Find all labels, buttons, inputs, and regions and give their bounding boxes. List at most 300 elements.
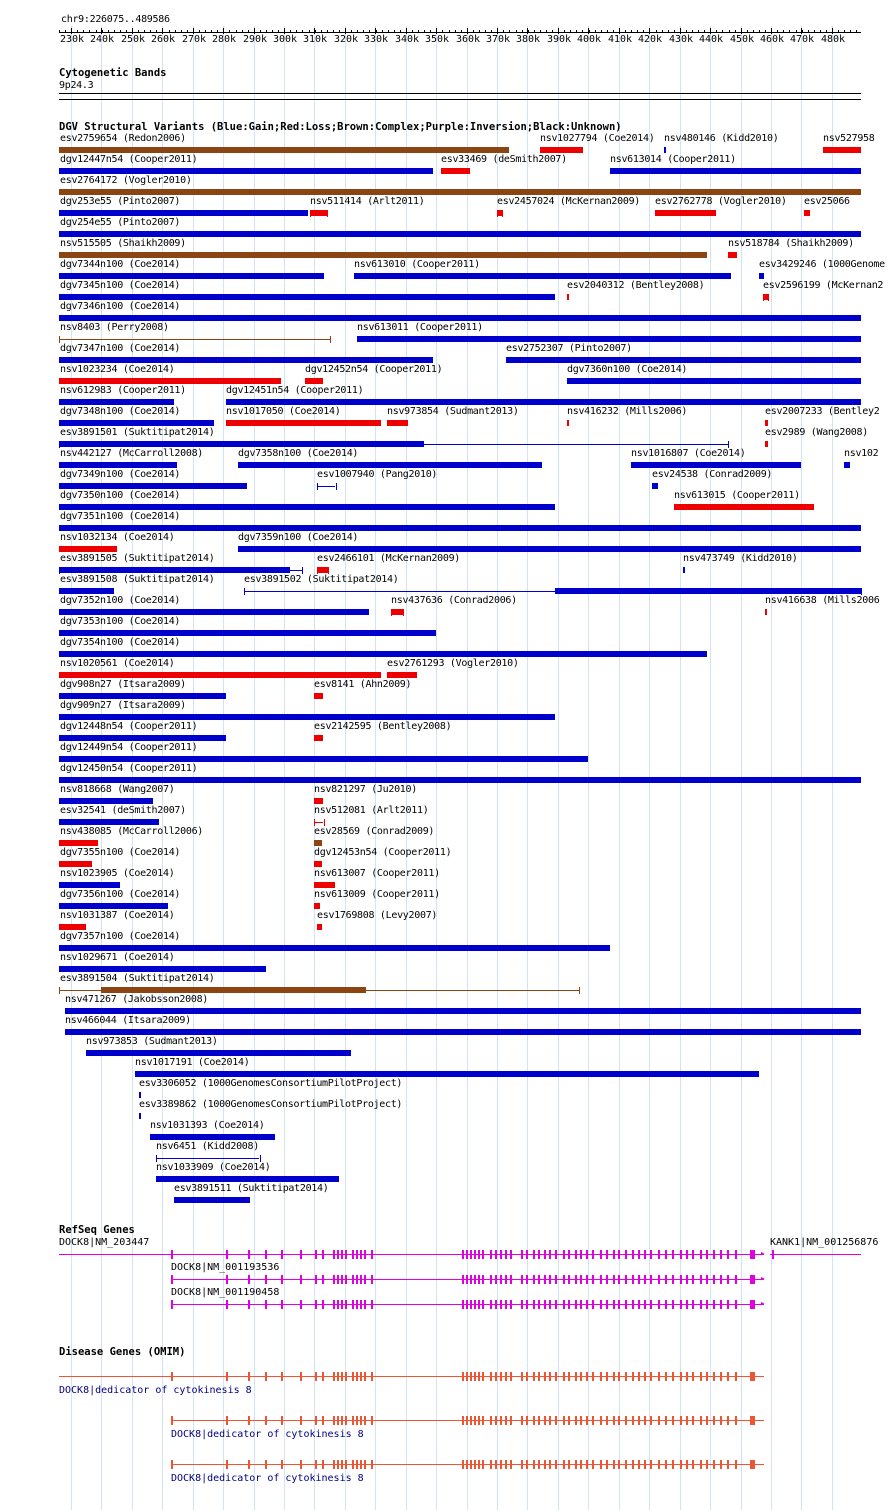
grid-line	[375, 26, 376, 1510]
omim-gene-exon	[606, 1460, 608, 1469]
refseq-gene-exon	[632, 1300, 634, 1309]
omim-gene-exon	[171, 1416, 173, 1425]
dgv-variant-bar	[59, 609, 369, 615]
ruler-minor-tick	[662, 30, 663, 33]
refseq-gene-exon	[364, 1250, 366, 1259]
omim-gene-exon	[644, 1460, 646, 1469]
dgv-item-label: esv3306052 (1000GenomesConsortiumPilotProject)	[139, 1078, 403, 1089]
refseq-gene-exon	[555, 1300, 557, 1309]
dgv-item-label: esv2596199 (McKernan2	[763, 280, 884, 291]
ruler-minor-tick	[144, 30, 145, 33]
refseq-gene-exon	[750, 1275, 755, 1284]
omim-gene-exon	[356, 1460, 358, 1469]
omim-gene-exon	[555, 1416, 557, 1425]
omim-gene-exon	[226, 1460, 228, 1469]
ruler-minor-tick	[722, 30, 723, 33]
omim-gene-exon	[644, 1372, 646, 1381]
kank1-gene-line	[770, 1254, 861, 1255]
dgv-variant-bar	[150, 1134, 275, 1140]
position-label: chr9:226075..489586	[61, 14, 170, 25]
dgv-item-label: nsv1033909 (Coe2014)	[156, 1162, 271, 1173]
ruler-minor-tick	[698, 30, 699, 33]
dgv-variant-bar	[59, 672, 381, 678]
omim-gene-exon	[360, 1460, 362, 1469]
omim-gene-exon	[706, 1372, 708, 1381]
dgv-variant-bar	[357, 336, 861, 342]
dgv-item-label: esv3891505 (Suktitipat2014)	[60, 553, 215, 564]
omim-gene-exon	[371, 1460, 373, 1469]
ruler-minor-tick	[491, 30, 492, 33]
refseq-gene-exon	[533, 1250, 535, 1259]
dgv-variant-bar	[540, 147, 583, 153]
ruler-minor-tick	[607, 30, 608, 33]
dgv-item-label: esv2457024 (McKernan2009)	[497, 196, 641, 207]
refseq-gene-exon	[500, 1275, 502, 1284]
ruler-minor-tick	[138, 30, 139, 33]
omim-gene-exon	[526, 1460, 528, 1469]
dgv-variant-end	[260, 1155, 261, 1162]
dgv-variant-end	[327, 210, 328, 217]
dgv-item-label: esv1769808 (Levy2007)	[317, 910, 438, 921]
refseq-gene-exon	[265, 1300, 267, 1309]
omim-gene-exon	[345, 1460, 347, 1469]
ruler-minor-tick	[643, 30, 644, 33]
grid-line	[284, 26, 285, 1510]
ruler-minor-tick	[175, 30, 176, 33]
dgv-variant-bar	[59, 378, 281, 384]
omim-gene-exon	[495, 1460, 497, 1469]
ruler-tick-label: 310k	[303, 34, 328, 45]
refseq-gene-exon	[171, 1250, 173, 1259]
ruler-minor-tick	[357, 30, 358, 33]
dgv-item-label: dgv254e55 (Pinto2007)	[60, 217, 181, 228]
refseq-gene-exon	[281, 1250, 283, 1259]
omim-gene-exon	[462, 1372, 464, 1381]
omim-gene-exon	[580, 1372, 582, 1381]
refseq-gene-exon	[526, 1300, 528, 1309]
omim-gene-exon	[356, 1372, 358, 1381]
refseq-gene-exon	[248, 1275, 250, 1284]
refseq-gene-exon	[333, 1300, 335, 1309]
omim-gene-exon	[638, 1460, 640, 1469]
refseq-gene-exon	[352, 1250, 354, 1259]
dgv-variant-end	[314, 819, 315, 826]
ruler-minor-tick	[747, 30, 748, 33]
ruler-tick-label: 300k	[273, 34, 298, 45]
dgv-item-label: esv2764172 (Vogler2010)	[60, 175, 192, 186]
omim-gene-exon	[600, 1460, 602, 1469]
omim-gene-exon	[613, 1416, 615, 1425]
refseq-gene-exon	[549, 1275, 551, 1284]
dgv-item-label: nsv515505 (Shaikh2009)	[60, 238, 186, 249]
dgv-item-label: nsv1032134 (Coe2014)	[60, 532, 175, 543]
ruler-minor-tick	[570, 30, 571, 33]
refseq-gene-exon	[750, 1250, 755, 1259]
omim-gene-exon	[700, 1372, 702, 1381]
ruler-minor-tick	[479, 30, 480, 33]
refseq-gene-exon	[322, 1250, 324, 1259]
ruler-minor-tick	[856, 30, 857, 33]
dgv-variant-bar	[844, 462, 850, 468]
omim-gene-exon	[500, 1416, 502, 1425]
ruler-minor-tick	[637, 30, 638, 33]
omim-gene-exon	[665, 1372, 667, 1381]
dgv-item-label: dgv7350n100 (Coe2014)	[60, 490, 181, 501]
dgv-variant-bar	[59, 903, 168, 909]
dgv-item-label: esv2007233 (Bentley2	[765, 406, 880, 417]
dgv-variant-bar	[664, 147, 666, 153]
dgv-variant-bar	[59, 168, 433, 174]
omim-gene-exon	[563, 1460, 565, 1469]
dgv-variant-bar	[610, 168, 861, 174]
dgv-variant-bar	[59, 546, 117, 552]
omim-gene-exon	[686, 1372, 688, 1381]
dgv-item-label: nsv1029671 (Coe2014)	[60, 952, 175, 963]
dgv-variant-bar	[59, 252, 707, 258]
ruler-minor-tick	[223, 30, 224, 33]
omim-gene-exon	[538, 1416, 540, 1425]
omim-gene-exon	[333, 1460, 335, 1469]
ruler-tick-label: 400k	[577, 34, 602, 45]
ruler-minor-tick	[692, 30, 693, 33]
omim-gene-exon	[680, 1460, 682, 1469]
refseq-gene-exon	[533, 1300, 535, 1309]
dgv-variant-end	[763, 294, 764, 301]
omim-gene-exon	[315, 1372, 317, 1381]
ruler-minor-tick	[613, 30, 614, 33]
omim-gene-exon	[352, 1460, 354, 1469]
refseq-gene-exon	[322, 1300, 324, 1309]
omim-gene-exon	[650, 1372, 652, 1381]
omim-gene-exon	[618, 1460, 620, 1469]
ruler-minor-tick	[649, 30, 650, 33]
dgv-variant-bar	[310, 210, 327, 216]
omim-gene-exon	[720, 1460, 722, 1469]
omim-gene-exon	[371, 1372, 373, 1381]
ruler-tick-label: 390k	[547, 34, 572, 45]
omim-gene-exon	[364, 1372, 366, 1381]
ruler-minor-tick	[89, 30, 90, 33]
grid-line	[314, 26, 315, 1510]
ruler-tick-label: 420k	[638, 34, 663, 45]
omim-gene-label: DOCK8|dedicator of cytokinesis 8	[59, 1385, 252, 1396]
omim-gene-exon	[720, 1416, 722, 1425]
dgv-variant-bar	[59, 714, 555, 720]
ruler-minor-tick	[802, 30, 803, 33]
omim-gene-exon	[592, 1416, 594, 1425]
refseq-gene-exon	[470, 1250, 472, 1259]
dgv-item-label: nsv613010 (Cooper2011)	[354, 259, 480, 270]
omim-gene-exon	[505, 1416, 507, 1425]
dgv-item-label: dgv7346n100 (Coe2014)	[60, 301, 181, 312]
ruler-minor-tick	[388, 30, 389, 33]
dgv-item-label: nsv471267 (Jakobsson2008)	[65, 994, 209, 1005]
dgv-item-label: esv3389862 (1000GenomesConsortiumPilotProject)	[139, 1099, 403, 1110]
ruler-minor-tick	[394, 30, 395, 33]
refseq-gene-exon	[549, 1250, 551, 1259]
ruler-minor-tick	[284, 30, 285, 33]
refseq-gene-exon	[618, 1250, 620, 1259]
refseq-gene-exon	[672, 1250, 674, 1259]
refseq-gene-exon	[226, 1250, 228, 1259]
omim-gene-exon	[505, 1372, 507, 1381]
dgv-item-label: esv1007940 (Pang2010)	[317, 469, 438, 480]
refseq-gene-exon	[613, 1300, 615, 1309]
refseq-gene-exon	[490, 1250, 492, 1259]
dgv-variant-bar	[765, 420, 768, 426]
omim-gene-exon	[171, 1460, 173, 1469]
dgv-item-label: dgv12453n54 (Cooper2011)	[314, 847, 452, 858]
dgv-variant-end	[403, 609, 404, 616]
refseq-gene-exon	[371, 1300, 373, 1309]
omim-gene-exon	[474, 1460, 476, 1469]
omim-gene-exon	[625, 1416, 627, 1425]
dgv-item-label: nsv480146 (Kidd2010)	[664, 133, 779, 144]
refseq-gene-exon	[600, 1250, 602, 1259]
dgv-variant-bar	[59, 147, 509, 153]
omim-gene-exon	[533, 1372, 535, 1381]
refseq-gene-exon	[281, 1275, 283, 1284]
ruler-minor-tick	[619, 30, 620, 33]
omim-gene-exon	[613, 1372, 615, 1381]
refseq-gene-exon	[462, 1275, 464, 1284]
refseq-gene-exon	[478, 1300, 480, 1309]
dgv-item-label: esv2466101 (McKernan2009)	[317, 553, 461, 564]
dgv-variant-end	[59, 441, 60, 448]
omim-gene-exon	[466, 1460, 468, 1469]
dgv-item-label: esv8141 (Ahn2009)	[314, 679, 412, 690]
ruler-minor-tick	[558, 30, 559, 33]
refseq-gene-exon	[644, 1250, 646, 1259]
omim-gene-exon	[281, 1372, 283, 1381]
omim-gene-exon	[672, 1372, 674, 1381]
refseq-gene-exon	[568, 1250, 570, 1259]
dgv-variant-bar	[65, 1029, 861, 1035]
ruler-tick-label: 350k	[425, 34, 450, 45]
refseq-gene-exon	[356, 1300, 358, 1309]
refseq-gene-exon	[700, 1275, 702, 1284]
refseq-gene-exon	[300, 1300, 302, 1309]
dgv-item-label: dgv7349n100 (Coe2014)	[60, 469, 181, 480]
grid-line	[619, 26, 620, 1510]
ruler-minor-tick	[625, 30, 626, 33]
refseq-gene-exon	[638, 1300, 640, 1309]
refseq-track-title: RefSeq Genes	[59, 1224, 135, 1236]
refseq-gene-exon	[575, 1275, 577, 1284]
refseq-gene-exon	[544, 1300, 546, 1309]
dgv-variant-bar	[631, 462, 801, 468]
refseq-gene-exon	[356, 1275, 358, 1284]
omim-gene-exon	[533, 1460, 535, 1469]
ruler-minor-tick	[351, 30, 352, 33]
dgv-variant-bar	[314, 798, 323, 804]
dgv-item-label: nsv416638 (Mills2006	[765, 595, 880, 606]
omim-gene-exon	[727, 1416, 729, 1425]
dgv-variant-end	[391, 609, 392, 616]
dgv-variant-bar	[59, 819, 159, 825]
omim-gene-exon	[322, 1416, 324, 1425]
omim-gene-exon	[625, 1460, 627, 1469]
omim-gene-exon	[727, 1372, 729, 1381]
refseq-gene-exon	[474, 1250, 476, 1259]
refseq-gene-exon	[337, 1250, 339, 1259]
omim-gene-exon	[337, 1460, 339, 1469]
ruler-minor-tick	[321, 30, 322, 33]
refseq-gene-exon	[300, 1250, 302, 1259]
refseq-gene-exon	[727, 1250, 729, 1259]
ruler-minor-tick	[455, 30, 456, 33]
refseq-gene-exon	[544, 1275, 546, 1284]
refseq-gene-exon	[586, 1300, 588, 1309]
ruler-minor-tick	[509, 30, 510, 33]
ruler-minor-tick	[729, 30, 730, 33]
ruler-minor-tick	[205, 30, 206, 33]
refseq-gene-exon	[360, 1275, 362, 1284]
dgv-variant-bar	[314, 882, 335, 888]
ruler-minor-tick	[102, 30, 103, 33]
ruler-minor-tick	[576, 30, 577, 33]
omim-gene-exon	[495, 1372, 497, 1381]
dgv-variant-bar	[59, 504, 555, 510]
dgv-variant-bar	[101, 987, 366, 993]
ruler-minor-tick	[65, 30, 66, 33]
ruler-minor-tick	[777, 30, 778, 33]
dgv-item-label: dgv253e55 (Pinto2007)	[60, 196, 181, 207]
refseq-gene-exon	[650, 1250, 652, 1259]
ruler-minor-tick	[430, 30, 431, 33]
omim-gene-exon	[490, 1372, 492, 1381]
dgv-variant-bar	[59, 399, 174, 405]
refseq-gene-exon	[606, 1250, 608, 1259]
refseq-gene-exon	[538, 1250, 540, 1259]
ruler-minor-tick	[181, 30, 182, 33]
dgv-item-label: dgv12452n54 (Cooper2011)	[305, 364, 443, 375]
dgv-variant-bar	[652, 483, 658, 489]
omim-gene-exon	[315, 1416, 317, 1425]
ruler-minor-tick	[199, 30, 200, 33]
dgv-variant-bar	[59, 882, 120, 888]
ruler-minor-tick	[71, 30, 72, 33]
refseq-gene-exon	[580, 1300, 582, 1309]
omim-gene-exon	[265, 1460, 267, 1469]
dgv-variant-bar	[59, 420, 214, 426]
refseq-gene-exon	[462, 1250, 464, 1259]
refseq-gene-exon	[500, 1250, 502, 1259]
refseq-gene-exon	[521, 1250, 523, 1259]
omim-gene-exon	[538, 1372, 540, 1381]
refseq-gene-exon	[625, 1250, 627, 1259]
omim-gene-exon	[665, 1416, 667, 1425]
dgv-variant-bar	[156, 1176, 339, 1182]
ruler-tick-label: 460k	[760, 34, 785, 45]
omim-gene-label: DOCK8|dedicator of cytokinesis 8	[171, 1429, 364, 1440]
dgv-item-label: nsv1023905 (Coe2014)	[60, 868, 175, 879]
omim-gene-exon	[352, 1372, 354, 1381]
ruler-minor-tick	[162, 30, 163, 33]
dgv-variant-end	[768, 294, 769, 301]
omim-gene-exon	[538, 1460, 540, 1469]
omim-gene-exon	[700, 1460, 702, 1469]
ruler-minor-tick	[108, 30, 109, 33]
refseq-gene-exon	[606, 1275, 608, 1284]
omim-gene-exon	[337, 1372, 339, 1381]
omim-gene-exon	[474, 1372, 476, 1381]
omim-gene-exon	[500, 1460, 502, 1469]
dgv-item-label: esv2752307 (Pinto2007)	[506, 343, 632, 354]
ruler-minor-tick	[668, 30, 669, 33]
refseq-gene-exon	[470, 1300, 472, 1309]
ruler-tick-label: 270k	[182, 34, 207, 45]
dgv-item-label: dgv12449n54 (Cooper2011)	[60, 742, 198, 753]
ruler-minor-tick	[631, 30, 632, 33]
omim-gene-exon	[482, 1460, 484, 1469]
refseq-gene-exon	[563, 1250, 565, 1259]
omim-gene-exon	[700, 1416, 702, 1425]
omim-gene-exon	[580, 1460, 582, 1469]
dgv-variant-bar	[59, 651, 707, 657]
refseq-gene-exon	[727, 1300, 729, 1309]
ruler-minor-tick	[169, 30, 170, 33]
dgv-variant-bar	[59, 273, 324, 279]
omim-gene-exon	[281, 1416, 283, 1425]
omim-gene-exon	[466, 1416, 468, 1425]
ruler-minor-tick	[278, 30, 279, 33]
ruler-minor-tick	[820, 30, 821, 33]
ruler-minor-tick	[400, 30, 401, 33]
refseq-gene-exon	[505, 1300, 507, 1309]
dgv-item-label: esv3891501 (Suktitipat2014)	[60, 427, 215, 438]
omim-gene-label: DOCK8|dedicator of cytokinesis 8	[171, 1473, 364, 1484]
omim-gene-exon	[586, 1416, 588, 1425]
dgv-variant-bar	[139, 1092, 141, 1098]
dgv-variant-bar	[354, 273, 731, 279]
ruler-minor-tick	[674, 30, 675, 33]
omim-gene-exon	[586, 1372, 588, 1381]
refseq-gene-exon	[521, 1275, 523, 1284]
ruler-minor-tick	[467, 30, 468, 33]
ruler-minor-tick	[534, 30, 535, 33]
dgv-variant-bar	[765, 441, 768, 447]
refseq-gene-exon	[563, 1275, 565, 1284]
ruler-minor-tick	[814, 30, 815, 33]
omim-gene-exon	[644, 1416, 646, 1425]
refseq-gene-exon	[606, 1300, 608, 1309]
refseq-gene-exon	[462, 1300, 464, 1309]
ruler-minor-tick	[595, 30, 596, 33]
refseq-gene-exon	[672, 1275, 674, 1284]
grid-line	[467, 26, 468, 1510]
ruler-minor-tick	[771, 30, 772, 33]
ruler-tick-label: 240k	[90, 34, 115, 45]
omim-gene-exon	[575, 1372, 577, 1381]
omim-gene-exon	[521, 1372, 523, 1381]
refseq-gene-exon	[322, 1275, 324, 1284]
refseq-gene-exon	[713, 1275, 715, 1284]
dgv-variant-bar	[441, 168, 470, 174]
dgv-variant-bar	[135, 1071, 759, 1077]
omim-gene-exon	[568, 1372, 570, 1381]
cyto-band-label: 9p24.3	[59, 80, 94, 91]
ruler-minor-tick	[327, 30, 328, 33]
refseq-gene-exon	[333, 1275, 335, 1284]
dgv-variant-bar	[655, 210, 716, 216]
ruler-minor-tick	[254, 30, 255, 33]
refseq-gene-exon	[727, 1275, 729, 1284]
dgv-variant-bar	[387, 420, 408, 426]
omim-gene-exon	[650, 1416, 652, 1425]
refseq-gene-exon	[625, 1275, 627, 1284]
omim-gene-exon	[337, 1416, 339, 1425]
